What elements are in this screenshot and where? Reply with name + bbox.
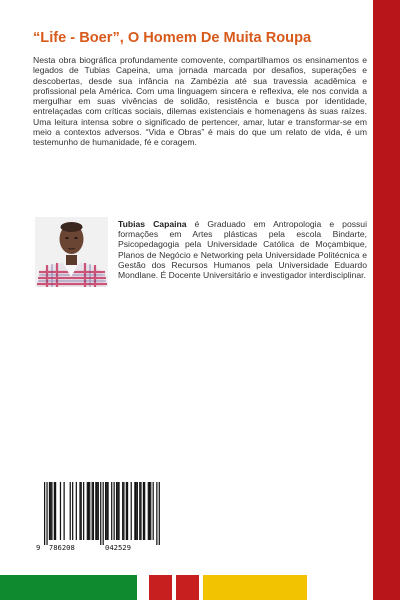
barcode-bar [137,482,138,540]
barcode-bar [159,482,160,545]
book-title: “Life - Boer”, O Homem De Muita Roupa [33,30,312,46]
bottom-bar-red-2 [176,575,199,600]
barcode-bar [76,482,77,540]
barcode-bar [123,482,124,540]
barcode-bar [49,482,50,540]
author-bio-text: é Graduado em Antropologia e possui formações em Artes plásticas pela escola Bindarte, Psicopedagogia pela Universidade Católica de Moçambique, Planos de Negócio e Networking pela Universidade Politécnica e Gestão dos Recursos Humanos pela Universidade Eduardo Mondlane. É Docente Universitário e investigador interdisciplinar. [118,219,368,281]
barcode-bar [114,482,115,540]
barcode-bar [96,482,97,540]
barcode-bar [72,482,73,540]
isbn-digits: 042529 [105,543,131,552]
barcode-bar [106,482,107,540]
barcode-bar [139,482,140,540]
barcode-image [33,478,163,553]
isbn-digits: 9 [36,543,41,552]
barcode-bar [118,482,119,540]
barcode-bar [70,482,71,540]
barcode-bar [153,482,154,540]
barcode-bar [107,482,108,540]
bottom-color-bar [0,575,373,600]
barcode-bar [116,482,117,540]
barcode-bar [105,482,106,540]
book-description: Nesta obra biográfica profundamente comovente, compartilhamos os ensinamentos e legados de Tubias Capeina, uma jornada marcada por desafios, superações e descobertas, desde sua infância na Zambézia até sua travessia acadêmica e profissional pela América. Com uma linguagem sincera e reflexiva, ele nos convida a mergulhar em suas vivências de solidão, resistência e busca por identidade, entrelaçadas com críticas sociais, dilemas existenciais e homenagens às suas raízes. Uma leitura intensa sobre o significado de pertencer, amar, lutar e transformar-se em meio a contextos adversos. “Vida e Obras” é mais do que um relato de vida, é um testemunho de humanidade, fé e coragem. [33,55,367,148]
barcode-bar [60,482,61,540]
barcode-bar [136,482,137,540]
bottom-bar-yellow [203,575,307,600]
barcode-bar [50,482,51,540]
barcode-bar [54,482,55,540]
barcode-bar [81,482,82,540]
barcode-bar [92,482,93,540]
bottom-bar-green [0,575,137,600]
isbn-barcode [33,478,163,553]
barcode-bar [140,482,141,540]
barcode-bar [103,482,104,545]
barcode-bar [51,482,52,540]
right-color-strip [373,0,400,600]
barcode-bar [95,482,96,540]
barcode-bar [122,482,123,540]
barcode-bar [126,482,127,540]
barcode-bar [89,482,90,540]
bottom-bar-red-1 [149,575,172,600]
barcode-bar [150,482,151,540]
barcode-bar [93,482,94,540]
isbn-digits: 786208 [48,543,75,552]
barcode-bar [148,482,149,540]
barcode-bar [98,482,99,540]
barcode-bar [117,482,118,540]
barcode-bar [88,482,89,540]
barcode-bar [144,482,145,540]
barcode-bar [87,482,88,540]
barcode-bar [79,482,80,540]
author-name: Tubias Capaina [118,219,187,229]
barcode-bar [64,482,65,540]
barcode-bar [55,482,56,540]
barcode-bar [127,482,128,540]
author-portrait-image [35,217,108,287]
author-bio [118,219,367,280]
barcode-bar [134,482,135,540]
barcode-bar [100,482,101,545]
barcode-bar [149,482,150,540]
barcode-bar [156,482,157,545]
barcode-bar [143,482,144,540]
barcode-bar [111,482,112,540]
barcode-bar [131,482,132,540]
barcode-bar [83,482,84,540]
barcode-bar [44,482,45,545]
author-photo [35,217,108,287]
barcode-bar [46,482,47,545]
